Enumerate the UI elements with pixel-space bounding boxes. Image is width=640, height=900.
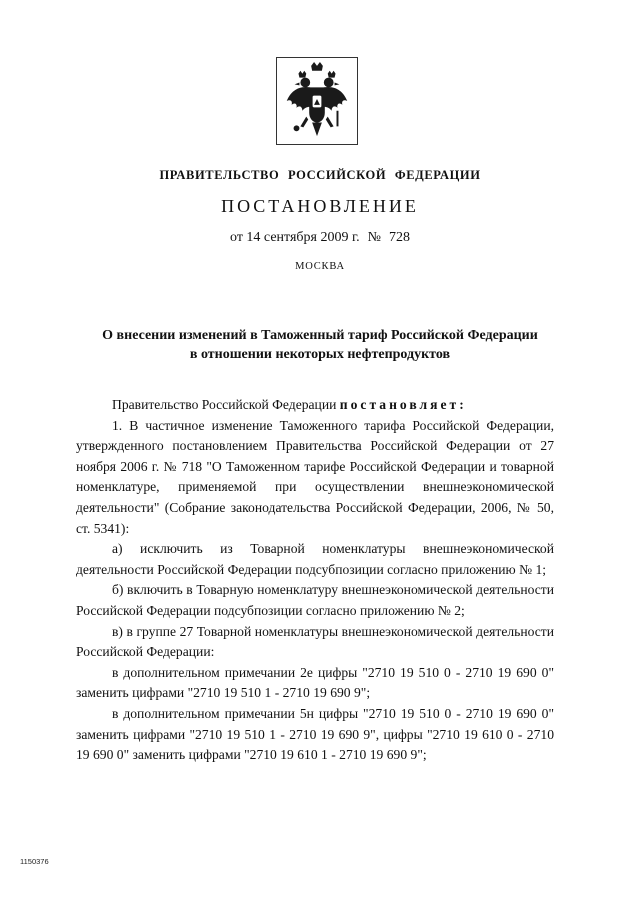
double-headed-eagle-icon [277, 58, 357, 144]
document-date: от 14 сентября 2009 г. [230, 230, 360, 245]
document-title [0, 326, 640, 364]
item-a: а) исключить из Товарной номенклатуры внешнеэкономической деятельности Российской Федерации подсубпозиции согласно приложению № 1; [76, 541, 554, 577]
intro-emphasis: постановляет: [339, 397, 467, 412]
document-body [76, 395, 554, 766]
paragraph-1: 1. В частичное изменение Таможенного тарифа Российской Федерации, утвержденного постановлением Правительства Российской Федерации от 27 ноября 2006 г. № 718 "О Таможенном тарифе Российской Федерации и товарной номенклатуре, применяемой при осуществлении внешнеэкономической деятельности" (Собрание законодательства Российской Федерации, 2006, № 50, ст. 5341): [76, 417, 554, 536]
title-line-2: в отношении некоторых нефтепродуктов [189, 347, 451, 362]
note-5n: в дополнительном примечании 5н цифры "2710 19 510 0 - 2710 19 690 0" заменить цифрами "2710 19 510 1 - 2710 19 690 9", цифры "2710 19 610 0 - 2710 19 690 0" заменить цифрами "2710 19 610 1 - 2710 19 690 9"; [76, 705, 554, 763]
document-type: ПОСТАНОВЛЕНИЕ [221, 196, 419, 216]
number-sign: № [367, 230, 381, 245]
date-and-number [0, 230, 640, 246]
item-b: б) включить в Товарную номенклатуру внешнеэкономической деятельности Российской Федерации подсубпозиции согласно приложению № 2; [76, 582, 554, 618]
item-c: в) в группе 27 Товарной номенклатуры внешнеэкономической деятельности Российской Федерации: [76, 623, 554, 660]
intro-paragraph [76, 395, 554, 416]
document-number: 728 [388, 230, 410, 245]
coat-of-arms-icon [276, 57, 358, 145]
government-title: ПРАВИТЕЛЬСТВО РОССИЙСКОЙ ФЕДЕРАЦИИ [159, 168, 481, 182]
intro-text: Правительство Российской Федерации [112, 397, 340, 412]
note-2e: в дополнительном примечании 2е цифры "2710 19 510 0 - 2710 19 690 0" заменить цифрами "2710 19 510 1 - 2710 19 690 9"; [76, 664, 554, 701]
document-id: 1150376 [20, 857, 49, 866]
title-line-1: О внесении изменений в Таможенный тариф Российской Федерации [102, 328, 538, 343]
city: МОСКВА [295, 261, 345, 272]
